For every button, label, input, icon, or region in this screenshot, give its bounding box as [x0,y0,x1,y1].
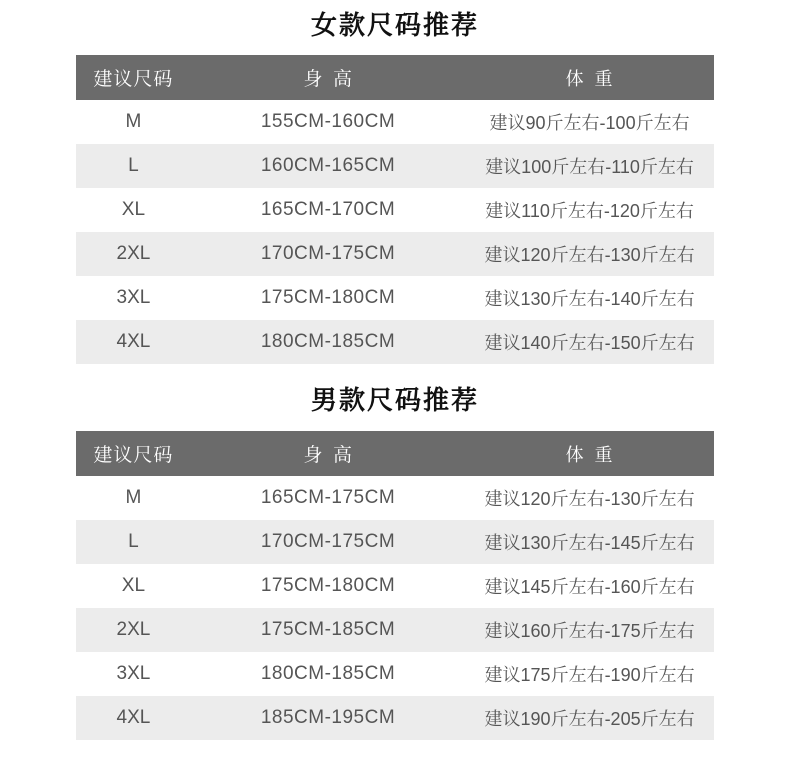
weight-cell: 建议175斤左右-190斤左右 [484,665,695,685]
women-size-table [76,55,714,364]
size-cell: 3XL [116,663,151,684]
table-row [76,652,714,696]
height-column-header: 身 高 [303,445,353,466]
men-table-header-row [76,431,714,476]
weight-cell: 建议120斤左右-130斤左右 [484,489,695,509]
men-table-body [76,476,714,740]
size-cell: 4XL [116,331,151,352]
women-size-section [0,9,790,364]
weight-cell: 建议130斤左右-140斤左右 [484,289,695,309]
weight-cell: 建议110斤左右-120斤左右 [485,201,694,221]
table-row [76,232,714,276]
weight-cell: 建议90斤左右-100斤左右 [489,113,690,133]
weight-cell: 建议140斤左右-150斤左右 [484,333,695,353]
size-cell: 3XL [116,287,151,308]
height-cell: 160CM-165CM [260,155,396,176]
height-cell: 165CM-175CM [260,487,396,508]
size-cell: XL [121,575,146,596]
height-cell: 175CM-180CM [260,287,396,308]
weight-cell: 建议100斤左右-110斤左右 [485,157,694,177]
size-cell: 4XL [116,707,151,728]
size-cell: M [125,487,142,508]
women-table-body [76,100,714,364]
men-size-section [0,384,790,740]
height-cell: 175CM-180CM [260,575,396,596]
weight-cell: 建议160斤左右-175斤左右 [484,621,695,641]
weight-cell: 建议190斤左右-205斤左右 [484,709,695,729]
table-row [76,100,714,144]
size-cell: M [125,111,142,132]
weight-column-header: 体 重 [565,68,614,89]
size-cell: 2XL [116,243,151,264]
table-row [76,564,714,608]
height-cell: 155CM-160CM [260,111,396,132]
table-row [76,144,714,188]
size-cell: L [128,155,139,176]
men-size-title: 男款尺码推荐 [310,385,479,415]
table-row [76,608,714,652]
height-column-header: 身 高 [303,69,353,90]
men-size-table [76,431,714,740]
height-cell: 175CM-185CM [260,619,396,640]
table-row [76,320,714,364]
table-row [76,476,714,520]
women-table-header-row [76,55,714,100]
weight-cell: 建议145斤左右-160斤左右 [484,577,695,597]
table-row [76,696,714,740]
height-cell: 180CM-185CM [260,331,396,352]
height-cell: 170CM-175CM [260,243,396,264]
size-column-header: 建议尺码 [93,69,174,90]
table-row [76,276,714,320]
women-size-title: 女款尺码推荐 [310,10,479,40]
weight-cell: 建议130斤左右-145斤左右 [484,533,695,553]
size-cell: 2XL [116,619,151,640]
size-cell: L [128,531,139,552]
weight-cell: 建议120斤左右-130斤左右 [484,245,695,265]
size-column-header: 建议尺码 [93,445,174,466]
weight-column-header: 体 重 [565,444,614,465]
table-row [76,188,714,232]
height-cell: 185CM-195CM [260,707,396,728]
table-row [76,520,714,564]
size-cell: XL [121,199,146,220]
height-cell: 170CM-175CM [260,531,396,552]
height-cell: 180CM-185CM [260,663,396,684]
height-cell: 165CM-170CM [260,199,396,220]
